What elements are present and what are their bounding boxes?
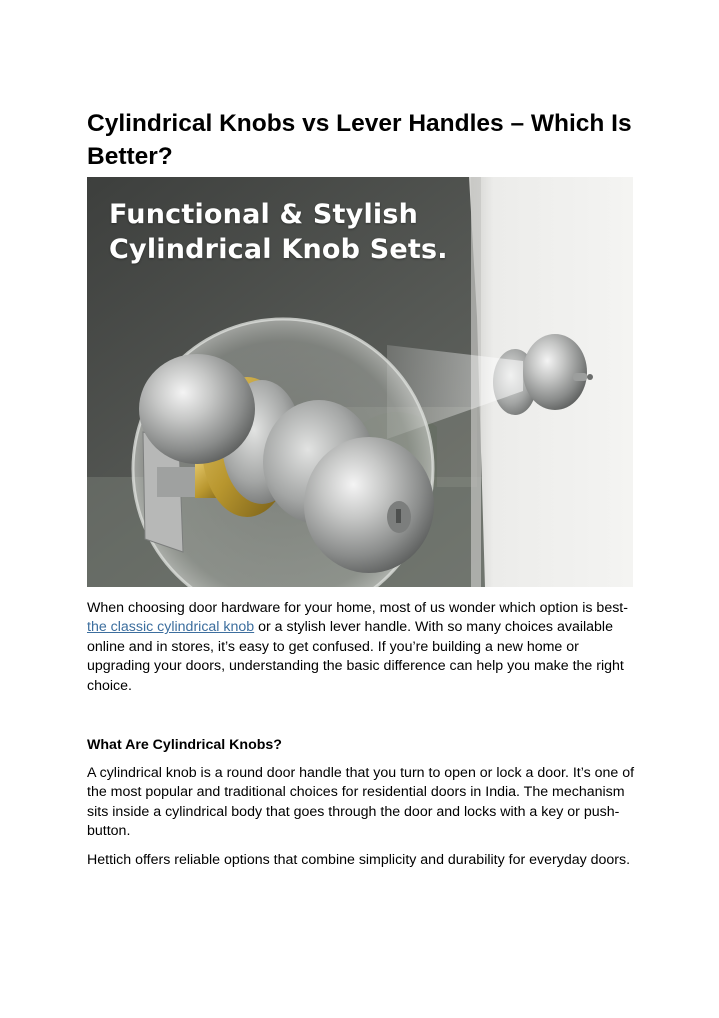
page-title: Cylindrical Knobs vs Lever Handles – Which Is Better? (87, 110, 632, 170)
section-heading: What Are Cylindrical Knobs? (87, 737, 282, 753)
hettich-paragraph: Hettich offers reliable options that combine simplicity and durability for everyday doors. (87, 852, 631, 868)
hero-headline-line2: Cylindrical Knob Sets. (109, 234, 448, 265)
cylindrical-knob-link[interactable]: the classic cylindrical knob (87, 619, 255, 636)
definition-paragraph: A cylindrical knob is a round door handle that you turn to open or lock a door. It’s one of the most popular and traditional choices for residential doors in India. The mechanism sits inside a cylindrical body that goes through the door and locks with a key or push-button. (87, 765, 635, 840)
hero-image (87, 177, 633, 587)
hero-headline-line1: Functional & Stylish (109, 199, 419, 230)
intro-text-before-link: When choosing door hardware for your home, most of us wonder which option is best- (87, 600, 628, 616)
hero-headline (109, 197, 448, 267)
intro-text-after-link: or a stylish lever handle. With so many choices available online and in stores, it’s easy to get confused. If you’re building a new home or upgrading your doors, understanding the basic difference can help you make the right choice. (87, 619, 624, 694)
intro-paragraph (87, 599, 635, 696)
